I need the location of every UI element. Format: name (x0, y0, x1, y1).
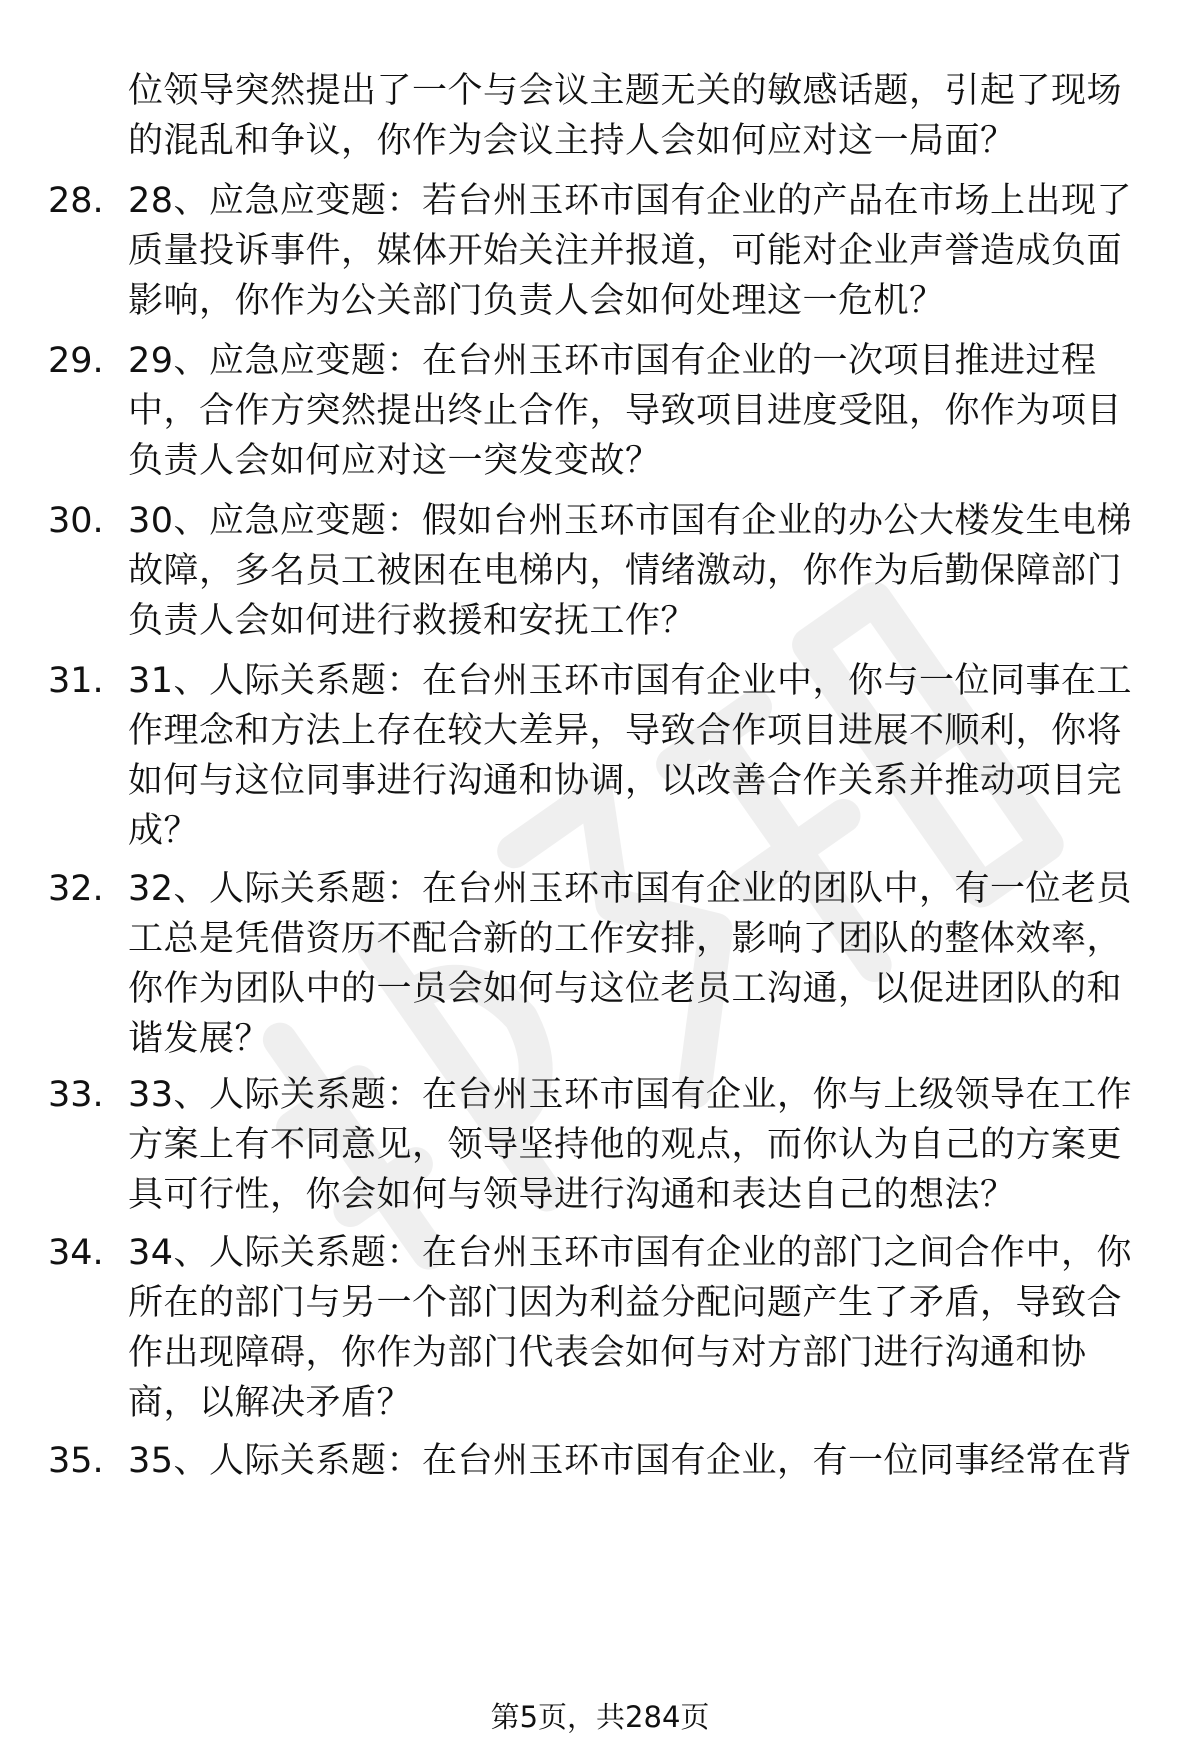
text-line: 故障，多名员工被困在电梯内，情绪激动，你作为后勤保障部门 (128, 551, 1123, 591)
text-line: 成？ (128, 811, 200, 851)
question-text (128, 336, 1138, 486)
question-text (128, 1228, 1138, 1428)
text-line: 位领导突然提出了一个与会议主题无关的敏感话题，引起了现场 (128, 71, 1123, 111)
list-marker: 34. (48, 1233, 104, 1273)
text-line: 影响，你作为公关部门负责人会如何处理这一危机？ (128, 281, 945, 321)
text-line: 中，合作方突然提出终止合作，导致项目进度受阻，你作为项目 (128, 391, 1123, 431)
question-text (128, 176, 1138, 326)
text-line: 作理念和方法上存在较大差异，导致合作项目进展不顺利，你将 (128, 711, 1123, 751)
list-marker: 31. (48, 661, 104, 701)
text-line: 33、人际关系题：在台州玉环市国有企业，你与上级领导在工作 (128, 1075, 1133, 1115)
list-marker: 29. (48, 341, 104, 381)
list-marker: 35. (48, 1441, 104, 1481)
list-marker: 33. (48, 1075, 104, 1115)
text-line: 作出现障碍，你作为部门代表会如何与对方部门进行沟通和协 (128, 1333, 1087, 1373)
text-line: 工总是凭借资历不配合新的工作安排，影响了团队的整体效率， (128, 919, 1123, 959)
list-marker: 32. (48, 869, 104, 909)
list-marker: 28. (48, 181, 104, 221)
text-line: 34、人际关系题：在台州玉环市国有企业的部门之间合作中，你 (128, 1233, 1133, 1273)
question-text (128, 656, 1138, 856)
text-line: 28、应急应变题：若台州玉环市国有企业的产品在市场上出现了 (128, 181, 1133, 221)
question-text (128, 496, 1138, 646)
question-text (128, 1436, 1138, 1486)
continued-question-text (128, 66, 1138, 166)
text-line: 如何与这位同事进行沟通和协调，以改善合作关系并推动项目完 (128, 761, 1123, 801)
question-text (128, 864, 1138, 1064)
page-number: 第5页，共284页 (490, 1700, 710, 1734)
text-line: 你作为团队中的一员会如何与这位老员工沟通，以促进团队的和 (128, 969, 1123, 1009)
text-line: 的混乱和争议，你作为会议主持人会如何应对这一局面？ (128, 121, 1016, 161)
text-line: 35、人际关系题：在台州玉环市国有企业，有一位同事经常在背 (128, 1441, 1133, 1481)
text-line: 负责人会如何应对这一突发变故？ (128, 441, 661, 481)
text-line: 负责人会如何进行救援和安抚工作？ (128, 601, 697, 641)
text-line: 方案上有不同意见，领导坚持他的观点，而你认为自己的方案更 (128, 1125, 1123, 1165)
text-line: 谐发展？ (128, 1019, 271, 1059)
text-line: 质量投诉事件，媒体开始关注并报道，可能对企业声誉造成负面 (128, 231, 1123, 271)
text-line: 30、应急应变题：假如台州玉环市国有企业的办公大楼发生电梯 (128, 501, 1133, 541)
list-marker: 30. (48, 501, 104, 541)
text-line: 32、人际关系题：在台州玉环市国有企业的团队中，有一位老员 (128, 869, 1133, 909)
text-line: 具可行性，你会如何与领导进行沟通和表达自己的想法？ (128, 1175, 1016, 1215)
text-line: 所在的部门与另一个部门因为利益分配问题产生了矛盾，导致合 (128, 1283, 1123, 1323)
text-line: 31、人际关系题：在台州玉环市国有企业中，你与一位同事在工 (128, 661, 1133, 701)
question-text (128, 1070, 1138, 1220)
text-line: 商，以解决矛盾？ (128, 1383, 413, 1423)
text-line: 29、应急应变题：在台州玉环市国有企业的一次项目推进过程 (128, 341, 1097, 381)
